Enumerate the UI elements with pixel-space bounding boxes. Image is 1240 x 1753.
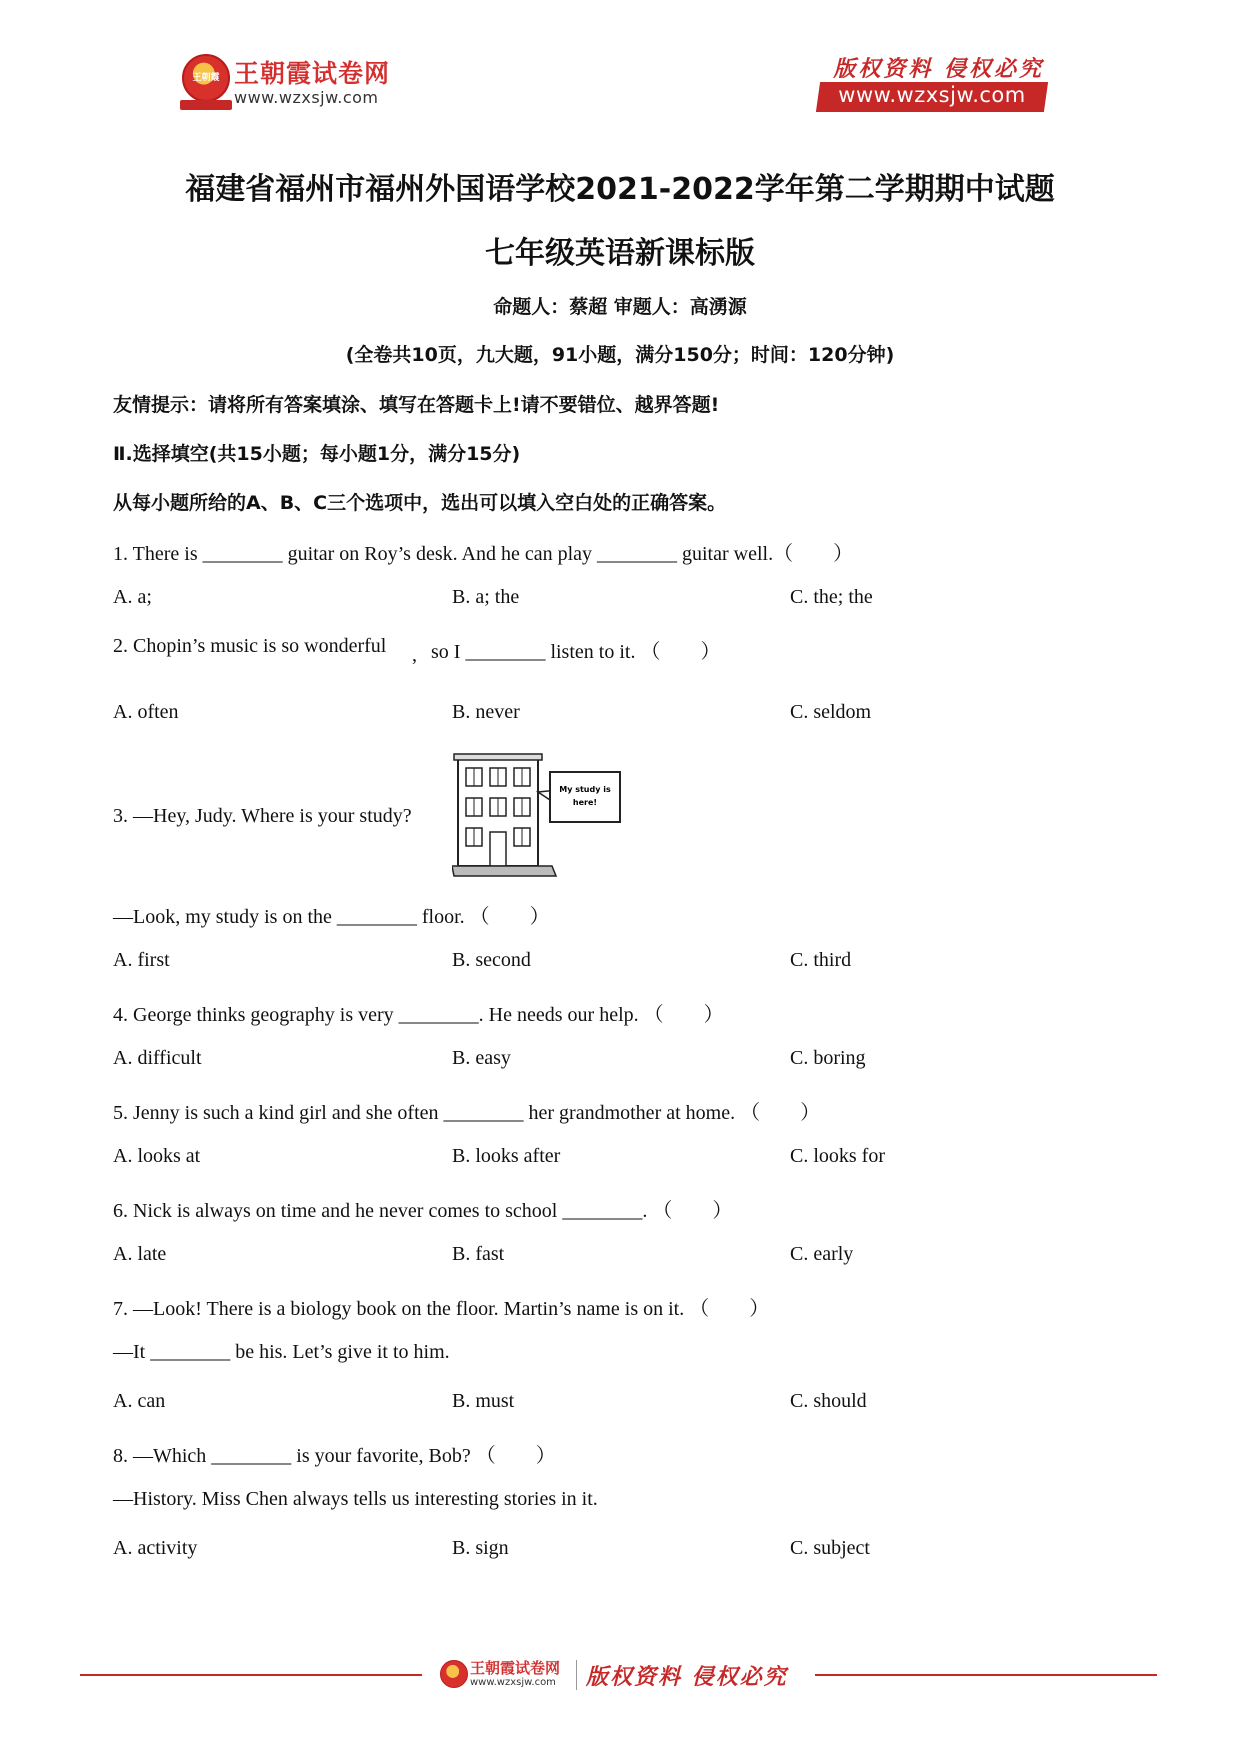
question-4: 4. George thinks geography is very ________. He needs our help. （ ）	[113, 1004, 724, 1026]
question-1: 1. There is ________ guitar on Roy’s desk. And he can play ________ guitar well.（ ）	[113, 543, 854, 565]
q5-option-a: A. looks at	[113, 1145, 201, 1167]
q2-option-b: B. never	[452, 701, 520, 723]
exam-subtitle: 七年级英语新课标版	[485, 236, 755, 271]
q8-option-c: C. subject	[790, 1537, 870, 1559]
footer-rule-right	[815, 1674, 1157, 1676]
footer-rule-left	[80, 1674, 422, 1676]
banner-url: www.wzxsjw.com	[838, 83, 1026, 107]
q7-option-b: B. must	[452, 1390, 515, 1412]
q6-option-b: B. fast	[452, 1243, 505, 1265]
section-heading: Ⅱ.选择填空(共15小题；每小题1分，满分15分)	[113, 443, 521, 465]
q2-comma: ,	[412, 644, 417, 666]
question-8: 8. —Which ________ is your favorite, Bob? （ ）	[113, 1445, 556, 1467]
q1-option-a: A. a;	[113, 586, 152, 608]
q3-answer-line: —Look, my study is on the ________ floor. （ ）	[113, 906, 550, 928]
copyright-text: 版权资料 侵权必究	[833, 56, 1044, 82]
exam-title: 福建省福州市福州外国语学校2021-2022学年第二学期期中试题	[185, 172, 1055, 207]
footer-seal-icon	[440, 1660, 468, 1688]
notice: 友情提示：请将所有答案填涂、填写在答题卡上!请不要错位、越界答题!	[113, 394, 720, 416]
brand-url: www.wzxsjw.com	[234, 88, 379, 107]
question-5: 5. Jenny is such a kind girl and she often ________ her grandmother at home. （ ）	[113, 1102, 821, 1124]
building-illustration	[452, 750, 627, 880]
q7-option-a: A. can	[113, 1390, 166, 1412]
question-2: 2. Chopin’s music is so wonderful	[113, 635, 387, 657]
q8-option-b: B. sign	[452, 1537, 509, 1559]
q6-option-a: A. late	[113, 1243, 167, 1265]
speech-bubble-line2: here!	[572, 798, 598, 807]
logo-seal-icon	[182, 54, 230, 102]
question-6: 6. Nick is always on time and he never comes to school ________. （ ）	[113, 1200, 733, 1222]
q5-option-c: C. looks for	[790, 1145, 885, 1167]
q5-option-b: B. looks after	[452, 1145, 561, 1167]
speech-bubble-line1: My study is	[559, 785, 611, 794]
q3-option-c: C. third	[790, 949, 852, 971]
q3-option-a: A. first	[113, 949, 170, 971]
q4-option-a: A. difficult	[113, 1047, 202, 1069]
q1-option-c: C. the; the	[790, 586, 873, 608]
copyright-badge	[818, 52, 1050, 112]
site-logo	[182, 52, 402, 114]
footer-copyright: 版权资料 侵权必究	[586, 1664, 788, 1690]
q4-option-b: B. easy	[452, 1047, 511, 1069]
q8-answer-line: —History. Miss Chen always tells us interesting stories in it.	[113, 1488, 598, 1510]
q3-option-b: B. second	[452, 949, 531, 971]
q1-option-b: B. a; the	[452, 586, 520, 608]
q7-option-c: C. should	[790, 1390, 867, 1412]
footer-brand-url: www.wzxsjw.com	[470, 1677, 556, 1688]
footer-brand-name: 王朝霞试卷网	[470, 1659, 561, 1677]
question-7: 7. —Look! There is a biology book on the floor. Martin’s name is on it. （ ）	[113, 1298, 770, 1320]
question-2-cont: so I ________ listen to it. （ ）	[431, 641, 721, 663]
q6-option-c: C. early	[790, 1243, 854, 1265]
question-3: 3. —Hey, Judy. Where is your study?	[113, 805, 412, 827]
exam-info: (全卷共10页，九大题，91小题，满分150分；时间：120分钟)	[345, 344, 895, 366]
seal-ribbon	[180, 100, 232, 110]
q7-answer-line: —It ________ be his. Let’s give it to him.	[113, 1341, 450, 1363]
section-instruction: 从每小题所给的A、B、C三个选项中，选出可以填入空白处的正确答案。	[113, 492, 727, 514]
q2-option-c: C. seldom	[790, 701, 872, 723]
q4-option-c: C. boring	[790, 1047, 866, 1069]
brand-name: 王朝霞试卷网	[234, 59, 391, 88]
seal-text: 王朝霞	[192, 73, 220, 83]
q8-option-a: A. activity	[113, 1537, 198, 1559]
exam-authors: 命题人：蔡超 审题人：高湧源	[493, 296, 747, 318]
q2-option-a: A. often	[113, 701, 179, 723]
footer-divider	[576, 1660, 577, 1690]
